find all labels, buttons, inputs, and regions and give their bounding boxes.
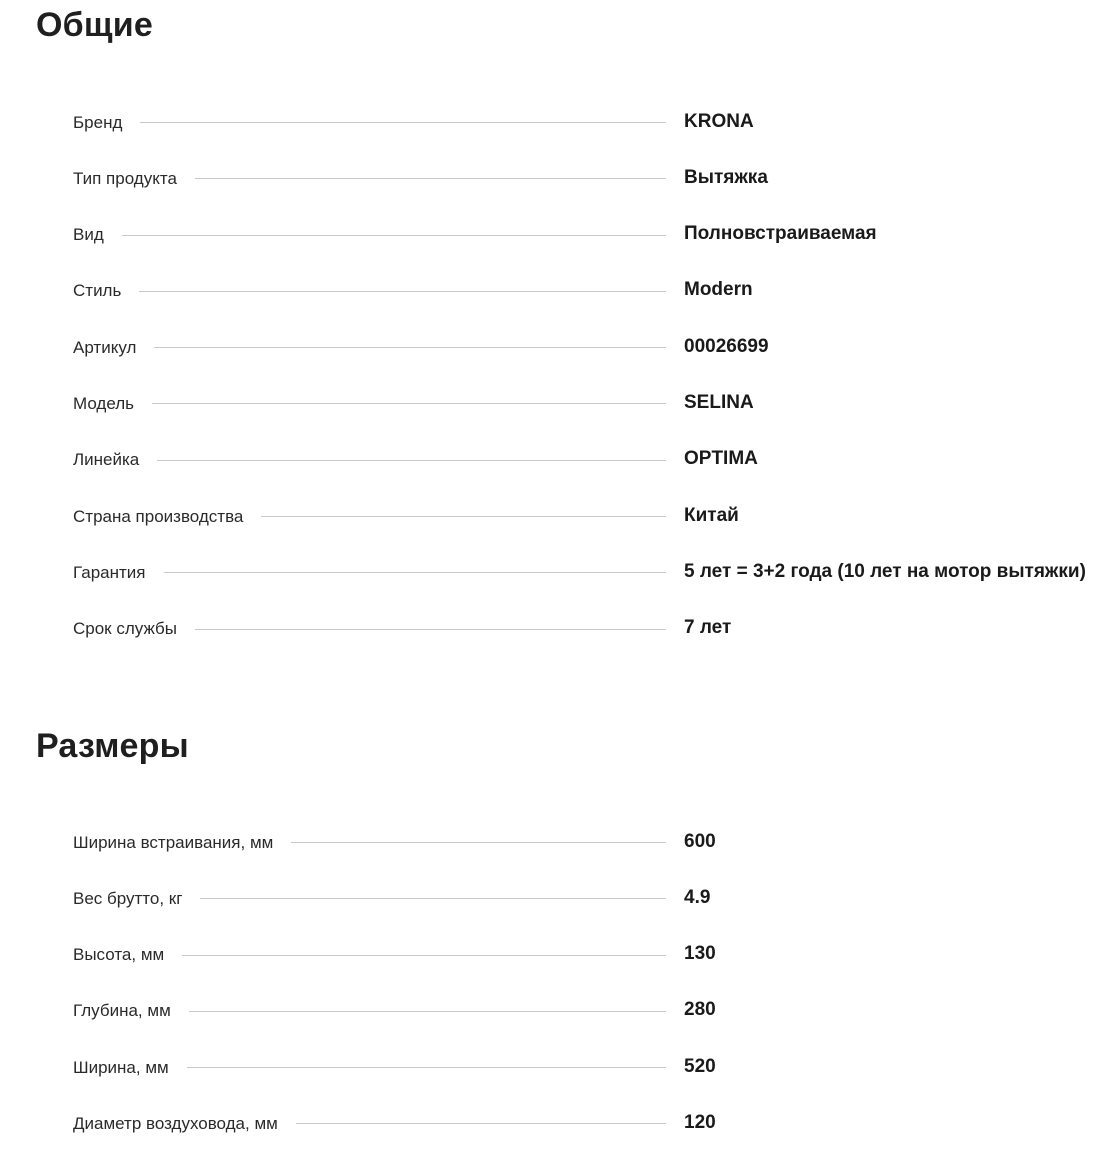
spec-row-product-type: [73, 150, 1099, 206]
spec-value: 280: [684, 999, 716, 1021]
spec-divider: [182, 955, 666, 956]
spec-value: 600: [684, 830, 716, 852]
spec-value: 5 лет = 3+2 года (10 лет на мотор вытяжки): [684, 560, 1086, 582]
spec-row-depth: [73, 983, 1099, 1039]
spec-label: Срок службы: [73, 619, 177, 639]
spec-divider: [261, 516, 666, 517]
spec-row-brand: [73, 94, 1099, 150]
spec-divider: [195, 629, 666, 630]
spec-list-dimensions: [73, 814, 1099, 1152]
spec-divider: [291, 842, 666, 843]
spec-row-kind: [73, 207, 1099, 263]
spec-label: Модель: [73, 393, 135, 413]
spec-value: OPTIMA: [684, 448, 758, 470]
section-title-general: Общие: [36, 6, 153, 44]
spec-divider: [139, 291, 666, 292]
spec-value: 4.9: [684, 886, 711, 908]
spec-value: SELINA: [684, 391, 754, 413]
spec-divider: [187, 1067, 666, 1068]
spec-label: Ширина встраивания, мм: [73, 832, 274, 852]
spec-divider: [164, 572, 667, 573]
spec-value: Вытяжка: [684, 166, 768, 188]
spec-label: Гарантия: [73, 562, 146, 582]
spec-row-service-life: [73, 601, 1099, 657]
spec-row-built-in-width: [73, 814, 1099, 870]
spec-value: 520: [684, 1055, 716, 1077]
spec-list-general: [73, 94, 1099, 657]
spec-row-gross-weight: [73, 870, 1099, 926]
spec-label: Линейка: [73, 450, 140, 470]
spec-label: Артикул: [73, 337, 137, 357]
spec-value: 00026699: [684, 335, 769, 357]
spec-row-warranty: [73, 544, 1099, 600]
spec-value: KRONA: [684, 110, 754, 132]
spec-divider: [154, 347, 666, 348]
spec-label: Бренд: [73, 112, 123, 132]
spec-row-article: [73, 319, 1099, 375]
section-title-dimensions: Размеры: [36, 727, 189, 765]
spec-label: Страна производства: [73, 506, 244, 526]
spec-label: Ширина, мм: [73, 1057, 169, 1077]
spec-row-width: [73, 1039, 1099, 1095]
spec-value: 7 лет: [684, 617, 732, 639]
spec-divider: [200, 898, 666, 899]
spec-label: Стиль: [73, 281, 122, 301]
spec-label: Высота, мм: [73, 945, 165, 965]
spec-divider: [122, 235, 666, 236]
spec-label: Вес брутто, кг: [73, 888, 183, 908]
spec-value: 120: [684, 1111, 716, 1133]
spec-label: Диаметр воздуховода, мм: [73, 1113, 278, 1133]
spec-row-style: [73, 263, 1099, 319]
spec-row-duct-diameter: [73, 1095, 1099, 1151]
spec-divider: [152, 403, 666, 404]
spec-value: Полновстраиваемая: [684, 223, 877, 245]
spec-divider: [140, 122, 666, 123]
spec-value: Modern: [684, 279, 753, 301]
spec-label: Вид: [73, 225, 104, 245]
spec-row-height: [73, 927, 1099, 983]
spec-label: Тип продукта: [73, 168, 177, 188]
spec-divider: [195, 178, 666, 179]
spec-label: Глубина, мм: [73, 1001, 171, 1021]
spec-divider: [296, 1123, 666, 1124]
spec-value: 130: [684, 943, 716, 965]
spec-value: Китай: [684, 504, 739, 526]
spec-row-country: [73, 488, 1099, 544]
spec-row-line: [73, 432, 1099, 488]
spec-row-model: [73, 375, 1099, 431]
spec-divider: [189, 1011, 666, 1012]
spec-divider: [157, 460, 666, 461]
